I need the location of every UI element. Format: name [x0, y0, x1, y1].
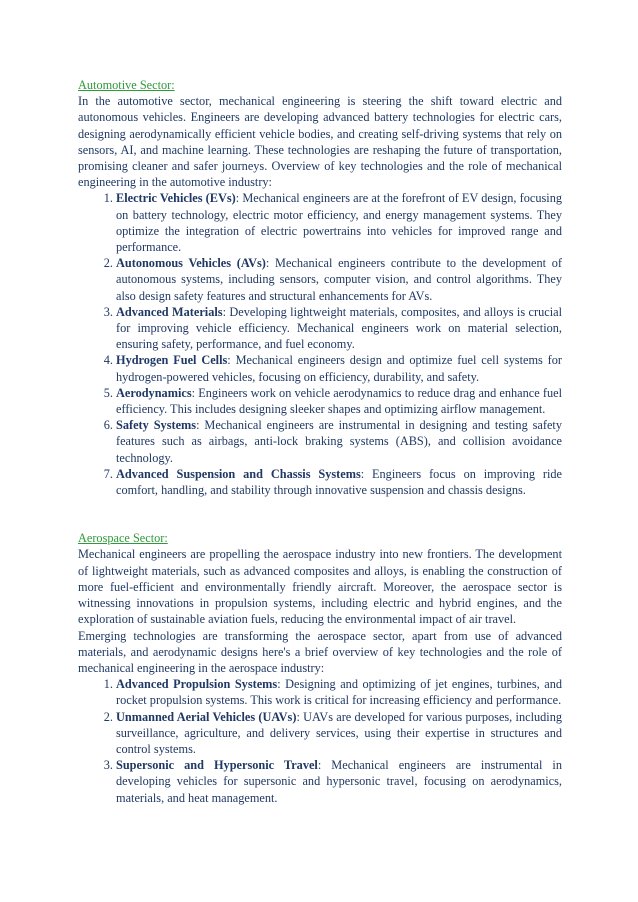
aerospace-intro: Mechanical engineers are propelling the aerospace industry into new frontiers. The development of lightweight materials, such as advanced composites and alloys, is enabling the construction of more fuel-efficient and environmentally friendly aircraft. Moreover, the aerospace sector is witnessing innovations in propulsion systems, including electric and hybrid engines, and the exploration of sustainable aviation fuels, reducing the environmental impact of air travel. — [78, 547, 562, 627]
list-item — [116, 385, 562, 417]
automotive-intro: In the automotive sector, mechanical engineering is steering the shift toward electric and autonomous vehicles. Engineers are developing advanced battery technologies for electric cars, designing aerodynamically efficient vehicle bodies, and creating self-driving systems that rely on sensors, AI, and machine learning. These technologies are reshaping the future of transportation, promising cleaner and safer journeys. Overview of key technologies and the role of mechanical engineering in the automotive industry: — [78, 94, 562, 190]
list-item — [116, 466, 562, 498]
list-item-text: : Mechanical engineers are instrumental in developing vehicles for supersonic and hypersonic travel, focusing on aerodynamics, materials, and heat management. — [116, 758, 562, 805]
list-item — [116, 255, 562, 304]
list-item-term: Advanced Materials — [116, 304, 223, 319]
list-item-text: : Designing and optimizing of jet engines, turbines, and rocket propulsion systems. This work is critical for increasing efficiency and performance. — [116, 677, 563, 708]
section-spacer — [78, 498, 562, 530]
aerospace-heading: Aerospace Sector: — [78, 531, 168, 546]
list-item — [116, 190, 562, 255]
list-item-text: : Developing lightweight materials, composites, and alloys is crucial for improving vehicle efficiency. Mechanical engineers work on material selection, ensuring safety, performance, and fuel economy. — [116, 304, 562, 352]
list-item — [116, 304, 562, 353]
list-item-text: : Mechanical engineers contribute to the development of autonomous systems, including sensors, computer vision, and control algorithms. They also design safety features and structural enhancements for AVs. — [116, 256, 562, 303]
aerospace-intro-2: Emerging technologies are transforming the aerospace sector, apart from use of advanced materials, and aerodynamic designs here's a brief overview of key technologies and the role of mechanical engineering in the aerospace industry: — [78, 628, 562, 675]
automotive-list — [78, 190, 562, 498]
list-item — [116, 417, 562, 466]
document-page — [78, 77, 562, 806]
list-item-text: : Engineers work on vehicle aerodynamics to reduce drag and enhance fuel efficiency. This includes designing sleeker shapes and optimizing airflow management. — [116, 385, 562, 417]
list-item-text: : Engineers focus on improving ride comfort, handling, and stability through innovative suspension and chassis designs. — [116, 466, 562, 498]
list-item-term: Supersonic and Hypersonic Travel — [116, 758, 318, 773]
automotive-section — [78, 77, 562, 498]
list-item-term: Safety Systems — [116, 418, 197, 433]
aerospace-section — [78, 530, 562, 805]
aerospace-list — [78, 676, 562, 806]
list-item-term: Advanced Suspension and Chassis Systems — [116, 466, 361, 481]
automotive-heading: Automotive Sector: — [78, 78, 175, 92]
list-item-term: Aerodynamics — [116, 385, 192, 400]
list-item-text: : Mechanical engineers design and optimize fuel cell systems for hydrogen-powered vehicles, focusing on efficiency, durability, and safety. — [116, 353, 562, 384]
list-item-term: Electric Vehicles (EVs) — [116, 191, 236, 206]
list-item-text: : UAVs are developed for various purposes, including surveillance, agriculture, and delivery services, using their expertise in structures and control systems. — [116, 709, 562, 756]
list-item-term: Autonomous Vehicles (AVs) — [116, 256, 266, 271]
list-item — [116, 757, 562, 806]
list-item-text: : Mechanical engineers are at the forefront of EV design, focusing on battery technology, electric motor efficiency, and energy management systems. They optimize the integration of electric powertrains into vehicles for improved range and performance. — [116, 191, 562, 255]
list-item-term: Hydrogen Fuel Cells — [116, 353, 228, 368]
list-item-term: Advanced Propulsion Systems — [116, 677, 278, 692]
list-item — [116, 709, 562, 758]
list-item-text: : Mechanical engineers are instrumental in designing and testing safety features such as airbags, anti-lock braking systems (ABS), and collision avoidance technology. — [116, 418, 562, 465]
list-item-term: Unmanned Aerial Vehicles (UAVs) — [116, 709, 297, 724]
list-item — [116, 676, 562, 708]
list-item — [116, 352, 562, 384]
